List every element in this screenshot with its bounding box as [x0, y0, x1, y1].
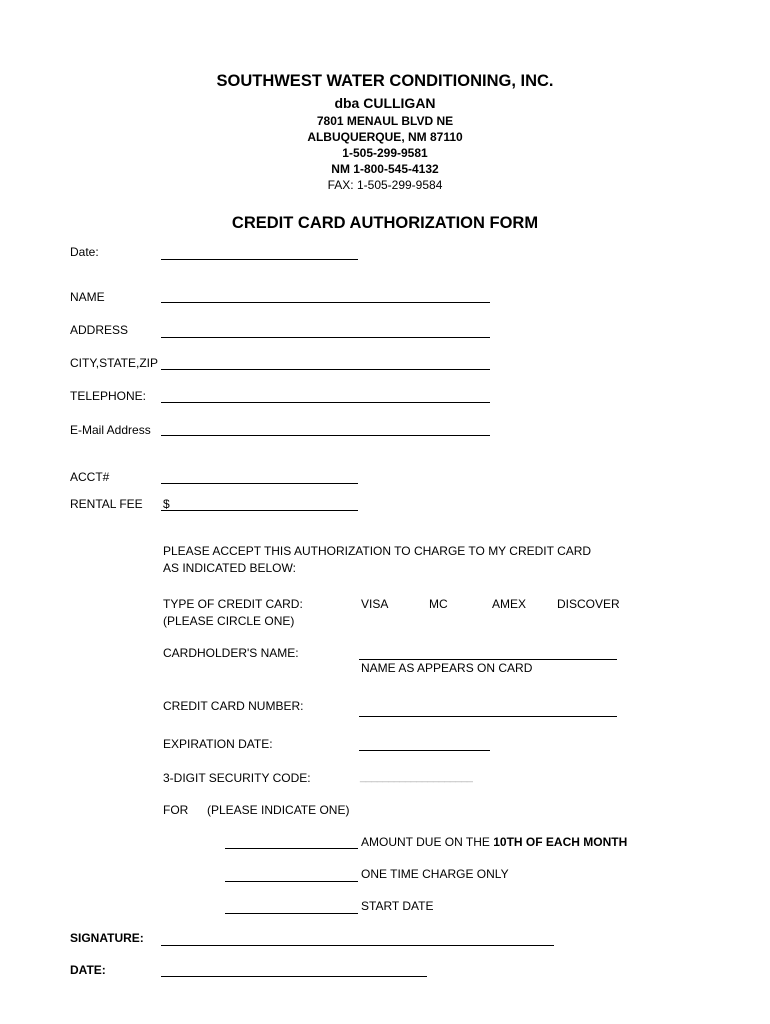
city-address: ALBUQUERQUE, NM 87110: [307, 130, 463, 144]
telephone-field[interactable]: [161, 402, 490, 403]
fax-number: FAX: 1-505-299-9584: [327, 178, 443, 192]
nm-phone-number: NM 1-800-545-4132: [331, 162, 439, 176]
rental-fee-field[interactable]: [161, 510, 358, 511]
authorization-text-continued: AS INDICATED BELOW:: [163, 561, 296, 575]
cardholder-hint: NAME AS APPEARS ON CARD: [361, 661, 533, 675]
for-label: FOR: [163, 803, 189, 817]
telephone-label: TELEPHONE:: [70, 389, 147, 403]
security-code-field[interactable]: ____________________: [360, 771, 473, 783]
acct-field[interactable]: [161, 483, 358, 484]
acct-label: ACCT#: [70, 470, 110, 484]
card-option-mc[interactable]: MC: [429, 597, 448, 611]
email-field[interactable]: [161, 435, 490, 436]
dba-name: dba CULLIGAN: [334, 95, 436, 111]
form-title: CREDIT CARD AUTHORIZATION FORM: [231, 214, 539, 232]
expiration-field[interactable]: [359, 750, 490, 751]
one-time-charge-option: ONE TIME CHARGE ONLY: [361, 867, 509, 881]
for-hint: (PLEASE INDICATE ONE): [207, 803, 350, 817]
card-option-amex[interactable]: AMEX: [492, 597, 527, 611]
city-state-zip-label: CITY,STATE,ZIP: [70, 356, 159, 370]
address-label: ADDRESS: [70, 323, 129, 337]
monthly-charge-emphasis: 10TH OF EACH MONTH: [493, 835, 628, 849]
expiration-label: EXPIRATION DATE:: [163, 737, 273, 751]
card-number-label: CREDIT CARD NUMBER:: [163, 699, 304, 713]
authorization-text: PLEASE ACCEPT THIS AUTHORIZATION TO CHARGE TO MY CREDIT CARD: [163, 544, 592, 558]
phone-number: 1-505-299-9581: [342, 146, 428, 160]
monthly-charge-text: AMOUNT DUE ON THE: [361, 835, 494, 849]
street-address: 7801 MENAUL BLVD NE: [316, 114, 454, 128]
signature-label: SIGNATURE:: [70, 931, 144, 945]
monthly-charge-blank[interactable]: [225, 848, 358, 849]
card-option-discover[interactable]: DISCOVER: [557, 597, 620, 611]
monthly-charge-option: [361, 835, 627, 849]
signature-field[interactable]: [161, 945, 554, 946]
card-type-hint: (PLEASE CIRCLE ONE): [163, 614, 295, 628]
security-code-label: 3-DIGIT SECURITY CODE:: [163, 771, 311, 785]
cardholder-field[interactable]: [359, 659, 617, 660]
name-field[interactable]: [161, 302, 490, 303]
company-name: SOUTHWEST WATER CONDITIONING, INC.: [216, 72, 554, 90]
one-time-charge-blank[interactable]: [225, 881, 358, 882]
name-label: NAME: [70, 290, 105, 304]
start-date-blank[interactable]: [225, 913, 358, 914]
email-label: E-Mail Address: [70, 423, 151, 437]
rental-fee-label: RENTAL FEE: [70, 497, 143, 511]
card-type-label: TYPE OF CREDIT CARD:: [163, 597, 303, 611]
date-field[interactable]: [161, 259, 358, 260]
start-date-option: START DATE: [361, 899, 434, 913]
card-number-field[interactable]: [359, 716, 617, 717]
card-option-visa[interactable]: VISA: [361, 597, 389, 611]
cardholder-label: CARDHOLDER'S NAME:: [163, 646, 299, 660]
signature-date-label: DATE:: [70, 963, 106, 977]
signature-date-field[interactable]: [161, 976, 427, 977]
date-label: Date:: [70, 245, 99, 259]
city-state-zip-field[interactable]: [161, 369, 490, 370]
address-field[interactable]: [161, 337, 490, 338]
currency-symbol: $: [163, 497, 170, 511]
